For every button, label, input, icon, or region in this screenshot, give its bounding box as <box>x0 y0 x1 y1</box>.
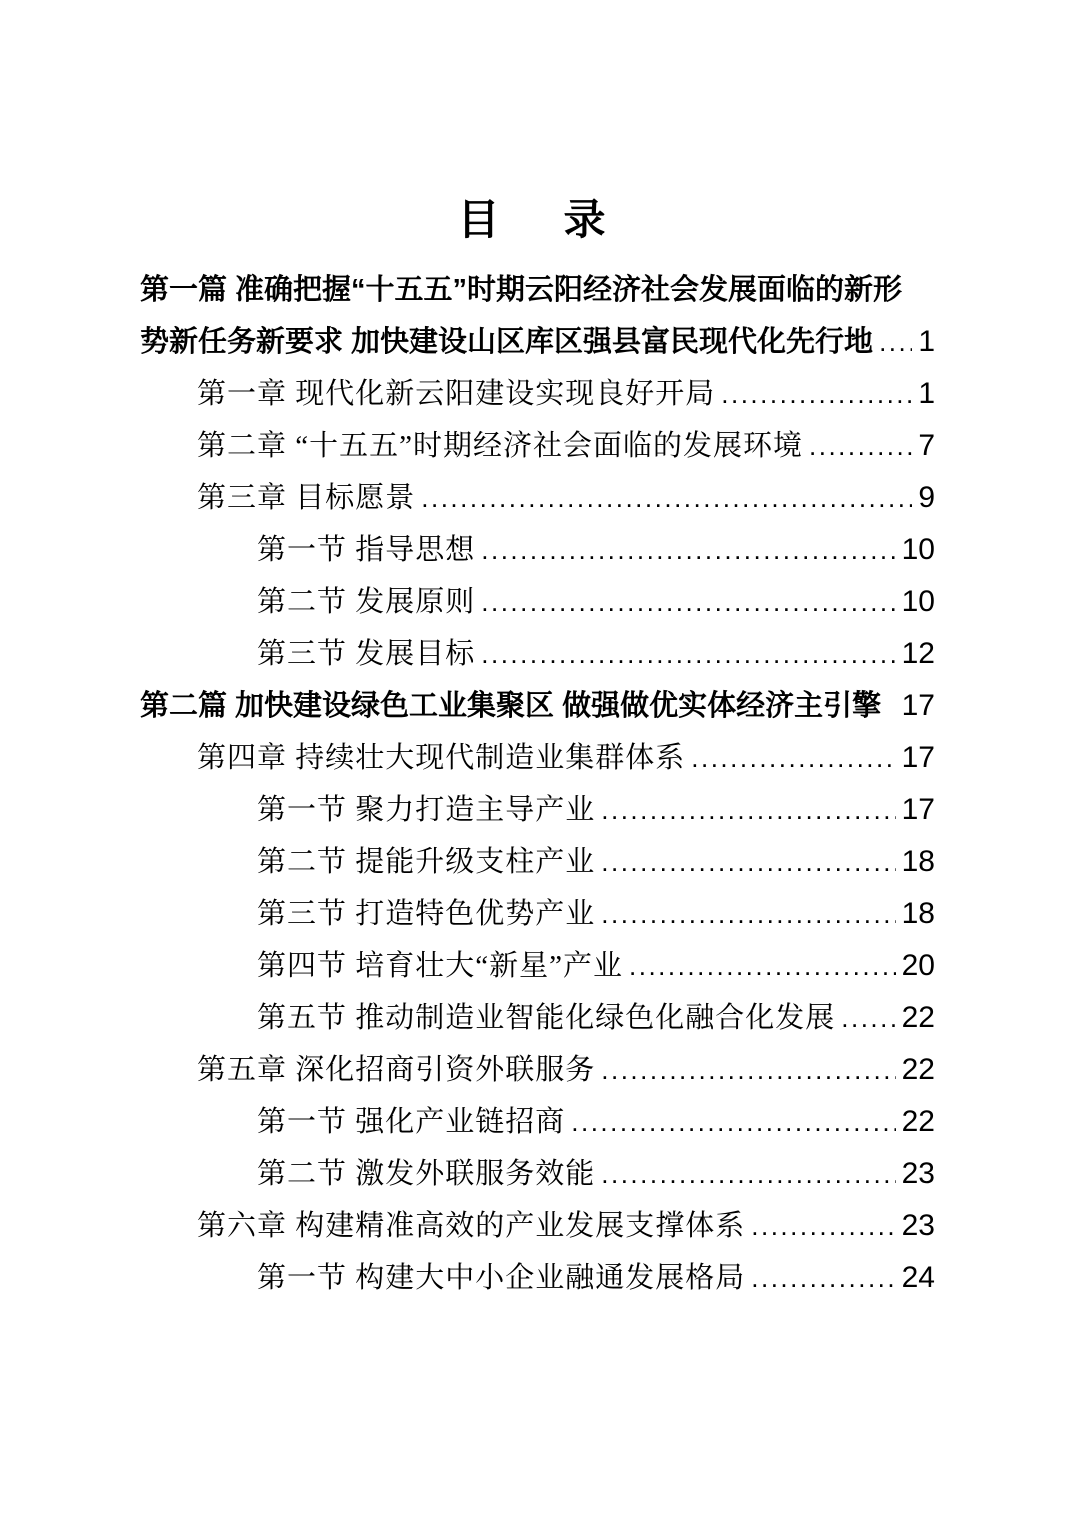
toc-entry-text: 势新任务新要求 加快建设山区库区强县富民现代化先行地 <box>140 326 874 358</box>
toc-entry-text: 第二篇 加快建设绿色工业集聚区 做强做优实体经济主引擎 <box>140 690 882 722</box>
toc-page-number: 18 <box>901 897 935 930</box>
toc-entry-chapter6[interactable] <box>140 1200 935 1252</box>
toc-page-number: 17 <box>901 793 935 826</box>
table-of-contents <box>0 264 1074 1304</box>
dot-leader <box>721 368 912 420</box>
toc-page-number: 22 <box>901 1105 935 1138</box>
toc-entry-part2[interactable] <box>140 680 935 732</box>
toc-entry-part1-line2[interactable] <box>140 316 935 368</box>
dot-leader <box>421 472 912 524</box>
toc-entry-ch6-section1[interactable] <box>140 1252 935 1304</box>
toc-page-number: 20 <box>901 949 935 982</box>
toc-entry-text: 第四节 培育壮大“新星”产业 <box>257 950 623 982</box>
dot-leader <box>751 1200 895 1252</box>
toc-page-number: 22 <box>901 1053 935 1086</box>
toc-entry-text: 第三章 目标愿景 <box>197 482 416 514</box>
toc-entry-text: 第三节 打造特色优势产业 <box>257 898 596 930</box>
toc-entry-chapter2[interactable] <box>140 420 935 472</box>
toc-entry-ch3-section1[interactable] <box>140 524 935 576</box>
toc-entry-text: 第一篇 准确把握“十五五”时期云阳经济社会发展面临的新形 <box>140 274 903 306</box>
dot-leader <box>879 316 912 368</box>
toc-page-number: 10 <box>901 585 935 618</box>
toc-entry-chapter4[interactable] <box>140 732 935 784</box>
dot-leader <box>481 628 895 680</box>
toc-page-number: 23 <box>901 1157 935 1190</box>
toc-entry-text: 第二节 提能升级支柱产业 <box>257 846 596 878</box>
toc-title: 目 录 <box>457 198 617 244</box>
dot-leader <box>481 524 895 576</box>
toc-entry-ch4-section2[interactable] <box>140 836 935 888</box>
toc-page-number: 9 <box>918 481 935 514</box>
dot-leader <box>629 940 896 992</box>
toc-entry-ch4-section5[interactable] <box>140 992 935 1044</box>
toc-entry-text: 第三节 发展目标 <box>257 638 476 670</box>
toc-entry-ch4-section3[interactable] <box>140 888 935 940</box>
toc-page-number: 12 <box>901 637 935 670</box>
toc-entry-text: 第五章 深化招商引资外联服务 <box>197 1054 596 1086</box>
toc-entry-text: 第六章 构建精准高效的产业发展支撑体系 <box>197 1210 746 1242</box>
toc-entry-chapter5[interactable] <box>140 1044 935 1096</box>
toc-entry-text: 第二章 “十五五”时期经济社会面临的发展环境 <box>197 430 803 462</box>
toc-page-number: 18 <box>901 845 935 878</box>
toc-page-number: 7 <box>918 429 935 462</box>
toc-entry-chapter1[interactable] <box>140 368 935 420</box>
toc-page-number: 17 <box>901 741 935 774</box>
toc-entry-text: 第二节 发展原则 <box>257 586 476 618</box>
toc-entry-text: 第四章 持续壮大现代制造业集群体系 <box>197 742 686 774</box>
toc-entry-text: 第一章 现代化新云阳建设实现良好开局 <box>197 378 716 410</box>
toc-entry-ch4-section4[interactable] <box>140 940 935 992</box>
dot-leader <box>601 784 895 836</box>
toc-page-number: 23 <box>901 1209 935 1242</box>
dot-leader <box>601 1148 895 1200</box>
toc-entry-part1-line1[interactable] <box>140 264 935 316</box>
toc-page-number: 10 <box>901 533 935 566</box>
toc-entry-text: 第五节 推动制造业智能化绿色化融合化发展 <box>257 1002 836 1034</box>
toc-entry-ch5-section1[interactable] <box>140 1096 935 1148</box>
toc-entry-chapter3[interactable] <box>140 472 935 524</box>
toc-entry-ch4-section1[interactable] <box>140 784 935 836</box>
dot-leader <box>571 1096 895 1148</box>
toc-page-number: 24 <box>901 1261 935 1294</box>
dot-leader <box>841 992 895 1044</box>
toc-entry-text: 第一节 聚力打造主导产业 <box>257 794 596 826</box>
toc-entry-ch3-section3[interactable] <box>140 628 935 680</box>
toc-entry-text: 第二节 激发外联服务效能 <box>257 1158 596 1190</box>
toc-entry-text: 第一节 强化产业链招商 <box>257 1106 566 1138</box>
dot-leader <box>601 1044 895 1096</box>
toc-page-number: 22 <box>901 1001 935 1034</box>
dot-leader <box>691 732 895 784</box>
dot-leader <box>601 836 895 888</box>
toc-entry-ch5-section2[interactable] <box>140 1148 935 1200</box>
dot-leader <box>809 420 912 472</box>
dot-leader <box>481 576 895 628</box>
toc-page-number: 1 <box>918 377 935 410</box>
toc-entry-text: 第一节 构建大中小企业融通发展格局 <box>257 1262 746 1294</box>
toc-page-number: 17 <box>901 689 935 722</box>
toc-entry-ch3-section2[interactable] <box>140 576 935 628</box>
dot-leader <box>601 888 895 940</box>
toc-page-number: 1 <box>918 325 935 358</box>
toc-entry-text: 第一节 指导思想 <box>257 534 476 566</box>
dot-leader <box>751 1252 895 1304</box>
